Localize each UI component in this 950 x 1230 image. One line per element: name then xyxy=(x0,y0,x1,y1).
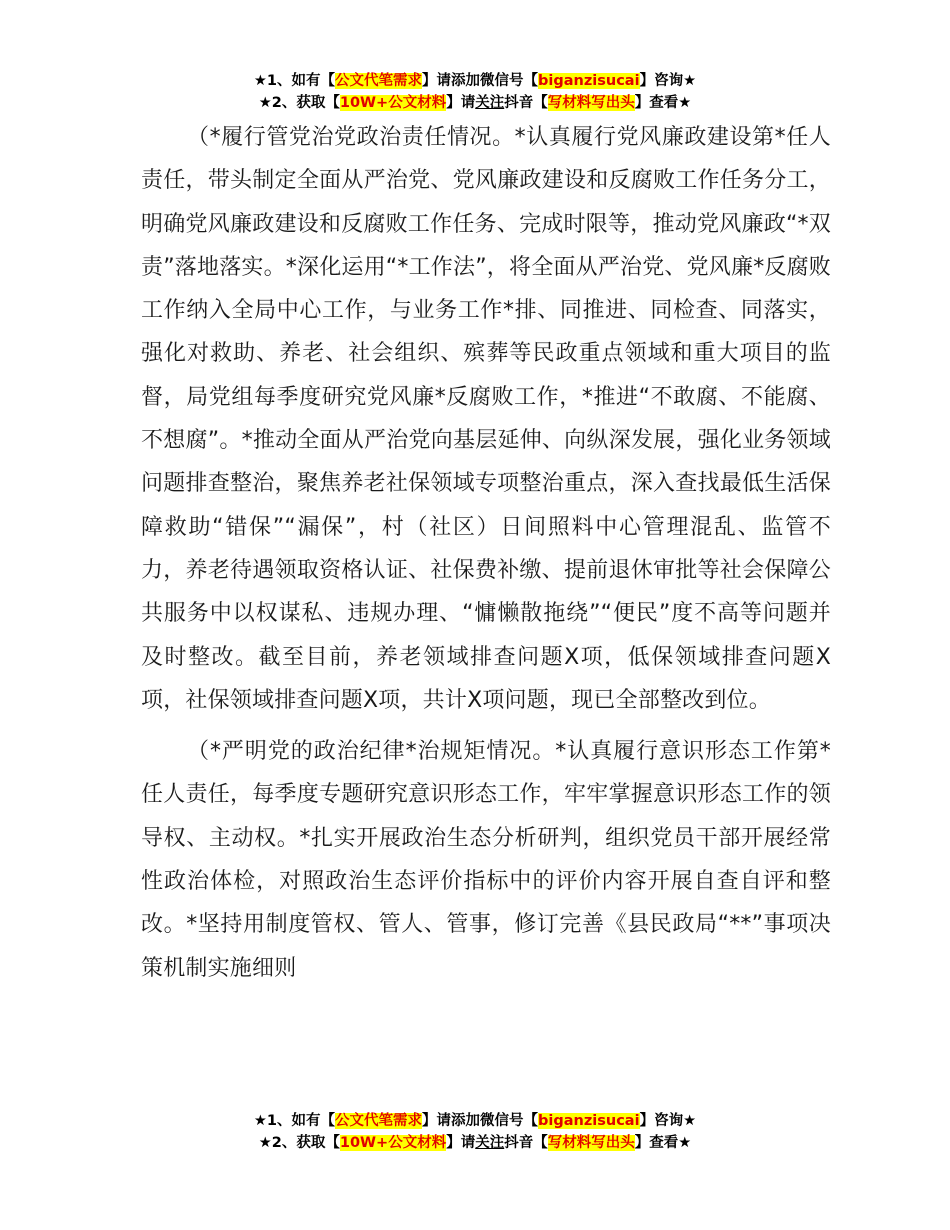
banner-highlight: 公文代笔需求 xyxy=(335,73,423,89)
banner-text: ★1、如有【 xyxy=(253,73,336,89)
paragraph-responsibility: （*履行管党治党政治责任情况。*认真履行党风廉政建设第*任人责任，带头制定全面从严治党、党风廉政建设和反腐败工作任务分工，明确党风廉政建设和反腐败工作任务、完成时限等，推动党风廉政“*双责”落地落实。*深化运用“*工作法”，将全面从严治党、党风廉*反腐败工作纳入全局中心工作，与业务工作*排、同推进、同检查、同落实，强化对救助、养老、社会组织、殡葬等民政重点领域和重大项目的监督，局党组每季度研究党风廉*反腐败工作，*推进“不敢腐、不能腐、不想腐”。*推动全面从严治党向基层延伸、向纵深发展，强化业务领域问题排查整治，聚焦养老社保领域专项整治重点，深入查找最低生活保障救助“错保”“漏保”，村（社区）日间照料中心管理混乱、监管不力，养老待遇领取资格认证、社保费补缴、提前退休审批等社会保障公共服务中以权谋私、违规办理、“慵懒散拖绕”“便民”度不高等问题并及时整改。截至目前，养老领域排查问题X项，低保领域排查问题X项，社保领域排查问题X项，共计X项问题，现已全部整改到位。 xyxy=(141,125,831,713)
banner-line-1 xyxy=(0,1110,950,1132)
banner-highlight: 10W+公文材料 xyxy=(339,1135,447,1151)
banner-text: ★1、如有【 xyxy=(253,1113,336,1129)
banner-text: ★2、获取【 xyxy=(258,1135,340,1151)
banner-highlight-douyin: 写材料写出头 xyxy=(547,1135,635,1151)
header-banner xyxy=(0,70,950,114)
paragraph-discipline: （*严明党的政治纪律*治规矩情况。*认真履行意识形态工作第*任人责任，每季度专题研究意识形态工作，牢牢掌握意识形态工作的领导权、主动权。*扎实开展政治生态分析研判，组织党员干部开展经常性政治体检，对照政治生态评价指标中的评价内容开展自查自评和整改。*坚持用制度管权、管人、管事，修订完善《县民政局“**”事项决策机制实施细则 xyxy=(141,739,831,981)
banner-text: 抖音【 xyxy=(504,1135,548,1151)
banner-underlined-text: 关注 xyxy=(475,1135,505,1151)
banner-text: 】咨询★ xyxy=(639,1113,697,1129)
banner-underlined-text: 关注 xyxy=(475,95,505,111)
banner-highlight-wechat: biganzisucai xyxy=(538,73,640,89)
banner-text: 】请添加微信号【 xyxy=(422,73,539,89)
banner-highlight: 10W+公文材料 xyxy=(339,95,447,111)
banner-text: 】请添加微信号【 xyxy=(422,1113,539,1129)
banner-highlight-douyin: 写材料写出头 xyxy=(547,95,635,111)
document-body xyxy=(141,116,831,990)
banner-text: 抖音【 xyxy=(504,95,548,111)
banner-text: 】咨询★ xyxy=(639,73,697,89)
banner-line-2 xyxy=(0,92,950,114)
banner-line-1 xyxy=(0,70,950,92)
banner-line-2 xyxy=(0,1132,950,1154)
banner-text: ★2、获取【 xyxy=(258,95,340,111)
banner-highlight-wechat: biganzisucai xyxy=(538,1113,640,1129)
footer-banner xyxy=(0,1110,950,1154)
banner-text: 】查看★ xyxy=(634,95,692,111)
banner-text: 】请 xyxy=(446,1135,476,1151)
banner-highlight: 公文代笔需求 xyxy=(335,1113,423,1129)
banner-text: 】查看★ xyxy=(634,1135,692,1151)
banner-text: 】请 xyxy=(446,95,476,111)
